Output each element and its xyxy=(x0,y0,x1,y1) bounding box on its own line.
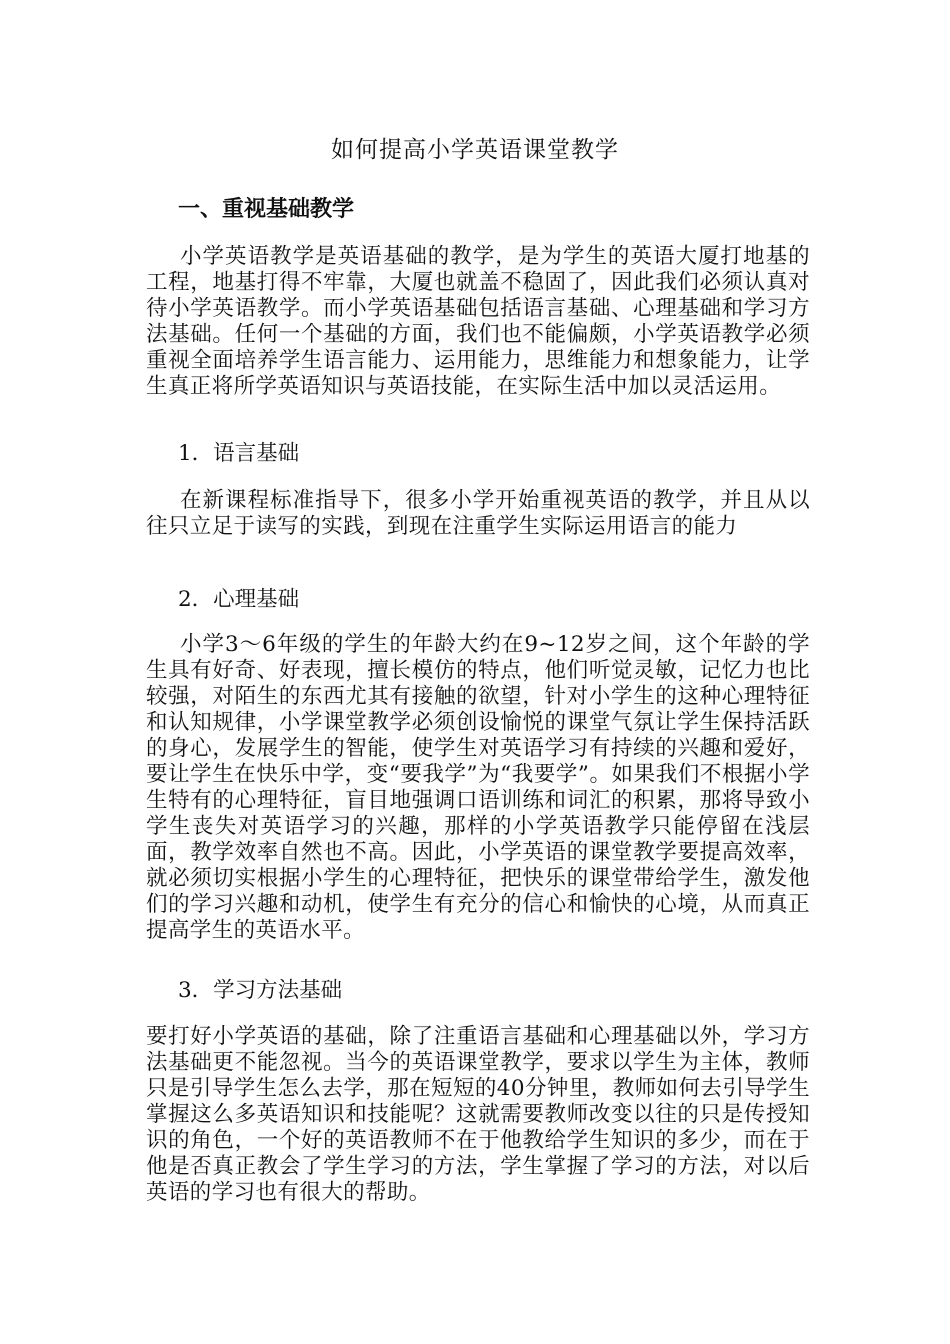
subsection2-paragraph: 小学3～6年级的学生的年龄大约在9~12岁之间，这个年龄的学生具有好奇、好表现，擅长模仿的特点，他们听觉灵敏，记忆力也比较强，对陌生的东西尤其有接触的欲望，针对小学生的这种心理特征和认知规律，小学课堂教学必须创设愉悦的课堂气氛让学生保持活跃的身心，发展学生的智能，使学生对英语学习有持续的兴趣和爱好，要让学生在快乐中学，变“要我学”为“我要学”。如果我们不根据小学生特有的心理特征，盲目地强调口语训练和词汇的积累，那将导致小学生丧失对英语学习的兴趣，那样的小学英语教学只能停留在浅层面，教学效率自然也不高。因此，小学英语的课堂教学要提高效率，就必须切实根据小学生的心理特征，把快乐的课堂带给学生，激发他们的学习兴趣和动机，使学生有充分的信心和愉快的心境，从而真正提高学生的英语水平。 xyxy=(146,632,810,943)
subsection3-paragraph: 要打好小学英语的基础，除了注重语言基础和心理基础以外，学习方法基础更不能忽视。当今的英语课堂教学，要求以学生为主体，教师只是引导学生怎么去学，那在短短的40分钟里，教师如何去引导学生掌握这么多英语知识和技能呢？这就需要教师改变以往的只是传授知识的角色，一个好的英语教师不在于他教给学生知识的多少，而在于他是否真正教会了学生学习的方法，学生掌握了学习的方法，对以后英语的学习也有很大的帮助。 xyxy=(146,1024,810,1205)
subsection1-heading: 1．语言基础 xyxy=(178,441,300,466)
section1-heading: 一、重视基础教学 xyxy=(178,197,355,222)
document-title: 如何提高小学英语课堂教学 xyxy=(331,137,619,163)
subsection3-heading: 3．学习方法基础 xyxy=(178,978,343,1003)
section1-paragraph: 小学英语教学是英语基础的教学，是为学生的英语大厦打地基的工程，地基打得不牢靠，大厦也就盖不稳固了，因此我们必须认真对待小学英语教学。而小学英语基础包括语言基础、心理基础和学习方法基础。任何一个基础的方面，我们也不能偏颇，小学英语教学必须重视全面培养学生语言能力、运用能力，思维能力和想象能力，让学生真正将所学英语知识与英语技能，在实际生活中加以灵活运用。 xyxy=(146,244,810,399)
subsection2-heading: 2．心理基础 xyxy=(178,587,300,612)
subsection1-paragraph: 在新课程标准指导下，很多小学开始重视英语的教学，并且从以往只立足于读写的实践，到现在注重学生实际运用语言的能力 xyxy=(146,488,810,539)
